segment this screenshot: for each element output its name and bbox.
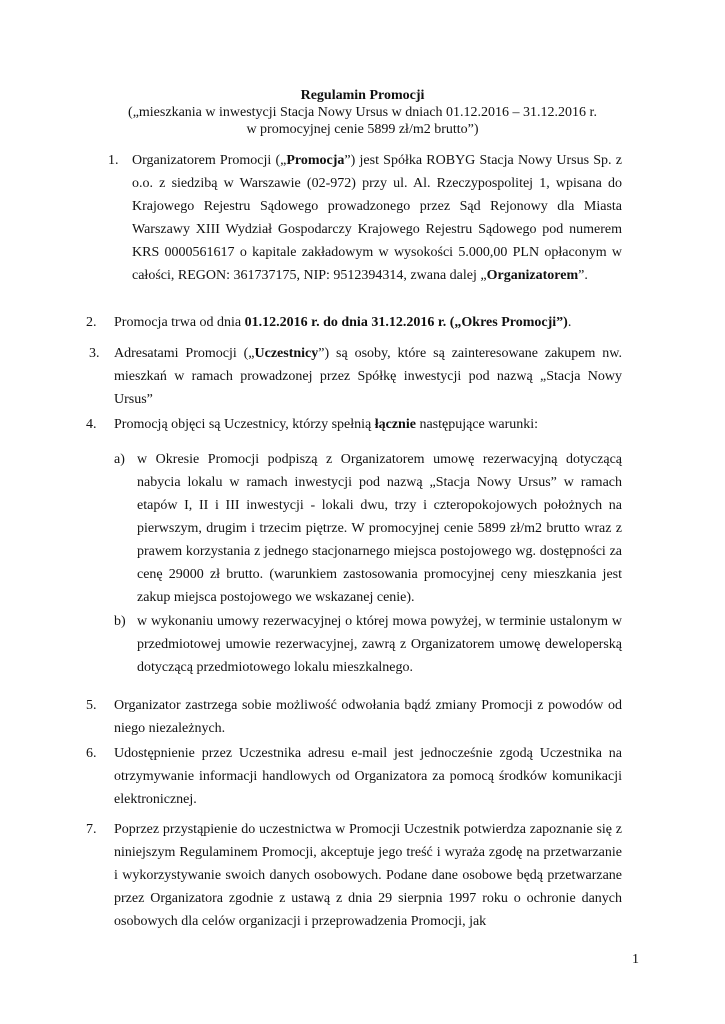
item-5-number: 5.: [86, 698, 97, 713]
document-title: Regulamin Promocji: [300, 88, 425, 103]
item-1-text: [132, 149, 622, 287]
item-5-text: Organizator zastrzega sobie możliwość odwołania bądź zmiany Promocji z powodów od niego niezależnych.: [114, 698, 622, 736]
item-2-bold-dates: 01.12.2016 r. do dnia 31.12.2016 r. („Okres Promocji”): [244, 315, 568, 330]
item-3-text-b: ”) są osoby, które są zainteresowane zakupem nw. mieszkań w ramach prowadzonej przez Spółkę inwestycji pod nazwą „Stacja Nowy Ursus”: [114, 346, 622, 407]
item-4-number: 4.: [86, 417, 97, 432]
document-subtitle: [0, 104, 725, 138]
item-1-text-b: ”) jest Spółka ROBYG Stacja Nowy Ursus Sp. z o.o. z siedzibą w Warszawie (02-972) przy ul. Al. Rzeczypospolitej 1, wpisana do Krajowego Rejestru Sądowego prowadzonego przez Sąd Rejonowy dla Miasta Warszawy XIII Wydział Gospodarczy Krajowego Rejestru Sądowego pod numerem KRS 0000561617 o kapitale zakładowym w wysokości 5.000,00 PLN opłaconym w całości, REGON: 361737175, NIP: 9512394314, zwana dalej „: [132, 153, 622, 283]
item-1-text-a: Organizatorem Promocji („: [132, 153, 287, 168]
item-2-text-b: .: [567, 315, 572, 330]
item-1-bold-promocja: Promocja: [286, 153, 345, 168]
item-4-text-b: następujące warunki:: [415, 417, 539, 432]
subtitle-line-1: („mieszkania w inwestycji Stacja Nowy Ursus w dniach 01.12.2016 – 31.12.2016 r.: [128, 105, 597, 120]
item-4a-letter: a): [114, 452, 125, 467]
item-3-text: [114, 342, 622, 411]
item-6-number: 6.: [86, 746, 97, 761]
item-2-text-a: Promocja trwa od dnia: [114, 315, 245, 330]
page-number: 1: [632, 952, 639, 967]
item-4b-text: w wykonaniu umowy rezerwacyjnej o której mowa powyżej, w terminie ustalonym w przedmiotowej umowie rezerwacyjnej, zawrą z Organizatorem umowę deweloperską dotyczącą przedmiotowego lokalu mieszkalnego.: [137, 614, 622, 675]
item-4-text-a: Promocją objęci są Uczestnicy, którzy spełnią: [114, 417, 375, 432]
item-4-text: [114, 413, 622, 436]
subtitle-line-2: w promocyjnej cenie 5899 zł/m2 brutto”): [246, 122, 479, 137]
item-4-bold-lacznie: łącznie: [374, 417, 416, 432]
item-1-number: 1.: [108, 153, 119, 168]
item-3-bold-uczestnicy: Uczestnicy: [254, 346, 319, 361]
item-4a-text: w Okresie Promocji podpiszą z Organizatorem umowę rezerwacyjną dotyczącą nabycia lokalu w ramach inwestycji pod nazwą „Stacja Nowy Ursus” w ramach etapów I, II i III inwestycji - lokali dwu, trzy i czteropokojowych położnych na pierwszym, drugim i trzecim piętrze. W promocyjnej cenie 5899 zł/m2 brutto wraz z prawem korzystania z jednego stacjonarnego miejsca postojowego wg. dostępności za cenę 29000 zł brutto. (warunkiem zastosowania promocyjnej ceny mieszkania jest zakup miejsca postojowego we wskazanej cenie).: [137, 452, 622, 605]
item-1-bold-organizatorem: Organizatorem: [486, 268, 579, 283]
item-7-text: Poprzez przystąpienie do uczestnictwa w Promocji Uczestnik potwierdza zapoznanie się z niniejszym Regulaminem Promocji, akceptuje jego treść i wyraża zgodę na przetwarzanie i wykorzystywanie swoich danych osobowych. Podane dane osobowe będą przetwarzane przez Organizatora zgodnie z ustawą z dnia 29 sierpnia 1997 roku o ochronie danych osobowych dla celów organizacji i przeprowadzenia Promocji, jak: [114, 822, 622, 929]
item-6-text: Udostępnienie przez Uczestnika adresu e-mail jest jednocześnie zgodą Uczestnika na otrzymywanie informacji handlowych od Organizatora za pomocą środków komunikacji elektronicznej.: [114, 746, 622, 807]
item-3-text-a: Adresatami Promocji („: [114, 346, 255, 361]
item-2-number: 2.: [86, 315, 97, 330]
item-7-number: 7.: [86, 822, 97, 837]
item-4b-letter: b): [114, 614, 126, 629]
item-2-text: [114, 311, 622, 334]
item-1-text-c: ”.: [578, 268, 588, 283]
item-3-number: 3.: [89, 346, 100, 361]
